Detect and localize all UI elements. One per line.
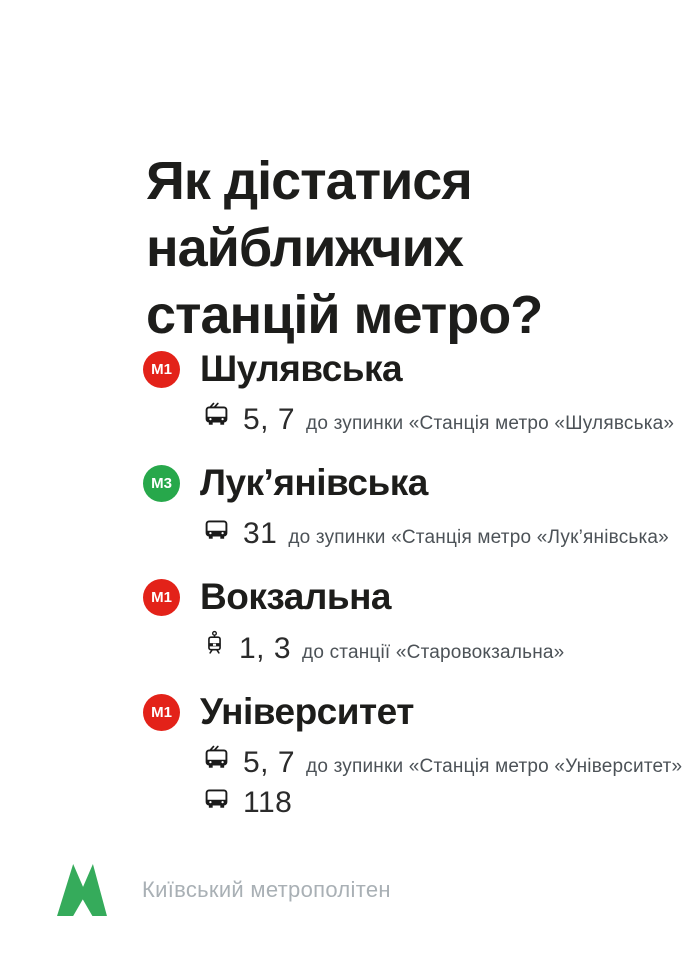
metro-line-badge-m1: М1 [143,351,180,388]
station-header [143,578,653,616]
station-header [143,464,653,502]
station-name: Університет [200,691,414,732]
station-lukianivska [143,462,669,551]
station-list [143,348,682,847]
route-note: до зупинки «Станція метро «Шулявська» [306,413,675,434]
kyiv-metro-logo-icon [56,864,108,916]
title-line-3: станцій метро? [146,285,543,346]
route-row [203,630,653,666]
bus-icon [203,785,230,812]
title-line-2: найближчих [146,218,463,279]
metro-m-shape [57,864,107,916]
station-header [143,350,653,388]
route-note: до зупинки «Станція метро «Університет» [306,756,682,777]
route-numbers: 1, 3 [239,632,292,665]
metro-line-badge-m1: М1 [143,694,180,731]
route-row [203,745,682,780]
footer-caption: Київський метрополітен [142,877,391,902]
route-numbers: 5, 7 [243,746,296,779]
station-name: Лук’янівська [200,462,428,503]
route-numbers: 5, 7 [243,403,296,436]
page-title [146,148,542,349]
route-row [203,402,675,437]
bus-icon [203,516,230,543]
station-header [143,693,653,731]
route-numbers: 31 [243,517,278,550]
route-numbers: 118 [243,786,293,819]
title-line-1: Як дістатися [146,151,472,212]
station-name: Вокзальна [200,576,391,617]
tram-icon [203,630,226,658]
metro-line-badge-m3: М3 [143,465,180,502]
route-note: до зупинки «Станція метро «Лук’янівська» [288,527,669,548]
station-shuliavska [143,348,675,437]
trolleybus-icon [203,745,230,772]
station-name: Шулявська [200,348,403,389]
metro-line-badge-m1: М1 [143,579,180,616]
station-universytet [143,691,682,820]
route-note: до станції «Старовокзальна» [302,642,565,663]
route-row [203,785,653,820]
footer [56,864,391,916]
trolleybus-icon [203,402,230,429]
route-row [203,516,669,551]
station-vokzalna [143,578,653,666]
